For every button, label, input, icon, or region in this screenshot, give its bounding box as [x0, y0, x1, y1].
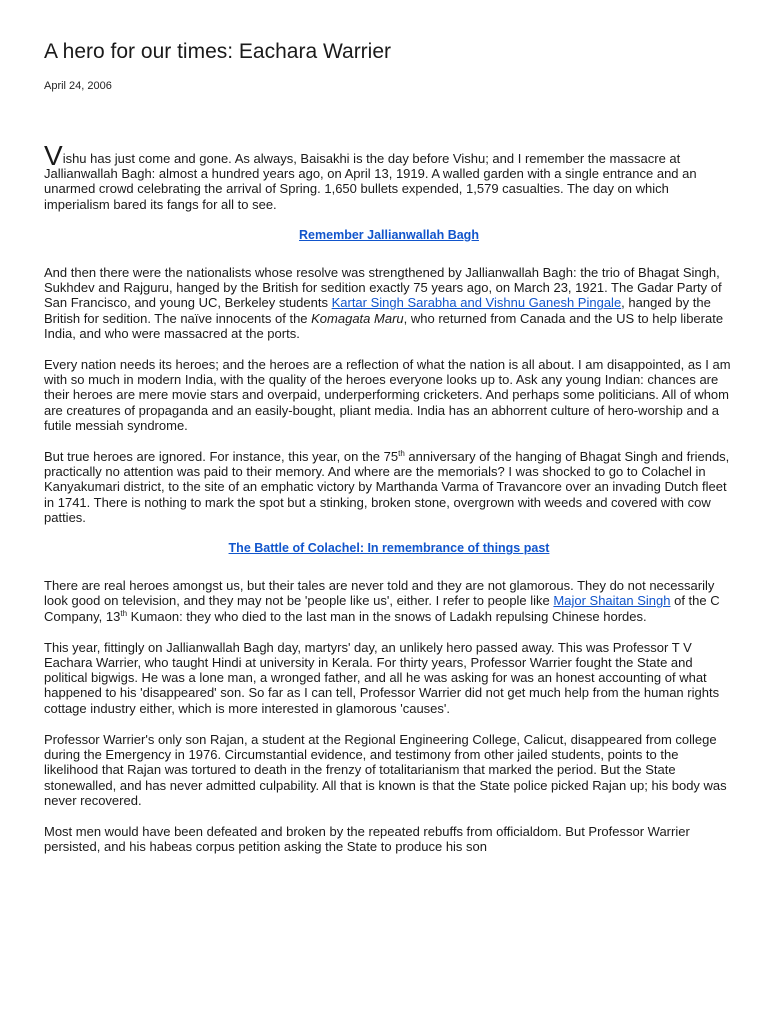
section-link-container	[44, 228, 734, 243]
article-body	[44, 140, 734, 870]
battle-of-colachel-link[interactable]: The Battle of Colachel: In remembrance of things past	[228, 541, 550, 556]
superscript: th	[398, 449, 405, 459]
article-date: April 24, 2006	[44, 80, 112, 92]
article-title: A hero for our times: Eachara Warrier	[44, 40, 392, 63]
paragraph-text: of the C Company, 13	[44, 593, 720, 624]
komagata-maru-italic: Komagata Maru	[311, 310, 404, 326]
paragraph-heroes: Every nation needs its heroes; and the heroes are a reflection of what the nation is all about. I am disappointed, as I am with so much in modern India, with the quality of the heroes everyone looks up to. Ask any young Indian: chances are their heroes are mere movie stars and overpaid, underperforming cricketers. And perhaps some politicians. All of whom are creatures of propaganda and an easily-bought, pliant media. India has an abhorrent culture of hero-worship and a futile messiah syndrome.	[44, 357, 731, 433]
paragraph-text: anniversary of the hanging of Bhagat Singh and friends, practically no attention was paid to their memory. And where are the memorials? I was shocked to go to Colachel in Kanyakumari district, to the site of an emphatic victory by Marthanda Varma of Travancore over an invading Dutch fleet in 1741. There is nothing to mark the spot but a stinking, broken stone, overgrown with weeds and covered with cow patties.	[44, 449, 730, 525]
paragraph-text: And then there were the nationalists whose resolve was strengthened by Jallianwallah Bagh: the trio of Bhagat Singh, Sukhdev and Rajguru, hanged by the British for sedition exactly 75 years ago, on March 23, 1921. The Gadar Party of San Francisco, and young UC, Berkeley students	[44, 265, 722, 311]
paragraph-text: , hanged by the British for sedition. The naïve innocents of the	[44, 295, 711, 326]
paragraph-text: , who returned from Canada and the US to help liberate India, and who were massacred at the ports.	[44, 310, 724, 341]
paragraph-real-heroes	[44, 578, 734, 624]
paragraph-true-heroes	[44, 449, 734, 525]
paragraph-persisted: Most men would have been defeated and broken by the repeated rebuffs from officialdom. But Professor Warrier persisted, and his habeas corpus petition asking the State to produce his son	[44, 823, 690, 855]
major-shaitan-singh-link[interactable]: Major Shaitan Singh	[553, 593, 671, 609]
drop-cap: V	[44, 140, 63, 171]
paragraph-warrier: This year, fittingly on Jallianwallah Bagh day, martyrs' day, an unlikely hero passed away. This was Professor T V Eachara Warrier, who taught Hindi at university in Kerala. For thirty years, Professor Warrier fought the State and political bigwigs. He was a lone man, a wronged father, and all he was asking for was an honest accounting of what happened to his 'disappeared' son. So far as I can tell, Professor Warrier did not get much help from the human rights cottage industry either, which is more interested in glamorous 'causes'.	[44, 639, 720, 716]
paragraph-text: There are real heroes amongst us, but their tales are never told and they are not glamorous. They do not necessarily look good on television, and they may not be 'people like us', either. I refer to people like	[44, 578, 715, 609]
paragraph-text: But true heroes are ignored. For instance, this year, on the 75	[44, 449, 399, 465]
paragraph-text: ishu has just come and gone. As always, Baisakhi is the day before Vishu; and I remember the massacre at Jallianwallah Bagh: almost a hundred years ago, on April 13, 1919. A walled garden with a single entrance and an unarmed crowd celebrating the arrival of Spring. 1,650 bullets expended, 1,579 casualties. The day on which imperialism bared its fangs for all to see.	[44, 151, 697, 212]
section-link-container	[44, 541, 734, 556]
superscript: th	[120, 608, 128, 618]
paragraph-intro	[44, 140, 734, 212]
paragraph-nationalists	[44, 265, 734, 341]
paragraph-text: Kumaon: they who died to the last man in the snows of Ladakh repulsing Chinese hordes.	[127, 608, 647, 624]
remember-jallianwallah-link[interactable]: Remember Jallianwallah Bagh	[299, 227, 479, 242]
paragraph-rajan: Professor Warrier's only son Rajan, a student at the Regional Engineering College, Calicut, disappeared from college during the Emergency in 1976. Circumstantial evidence, and testimony from other jailed students, points to the likelihood that Rajan was tortured to death in the frenzy of totalitarianism that marked the period. But the State stonewalled, and has never admitted culpability. All that is known is that the State police picked Rajan up; his body was never recovered.	[44, 731, 727, 808]
kartar-singh-link[interactable]: Kartar Singh Sarabha and Vishnu Ganesh Pingale	[331, 295, 622, 311]
